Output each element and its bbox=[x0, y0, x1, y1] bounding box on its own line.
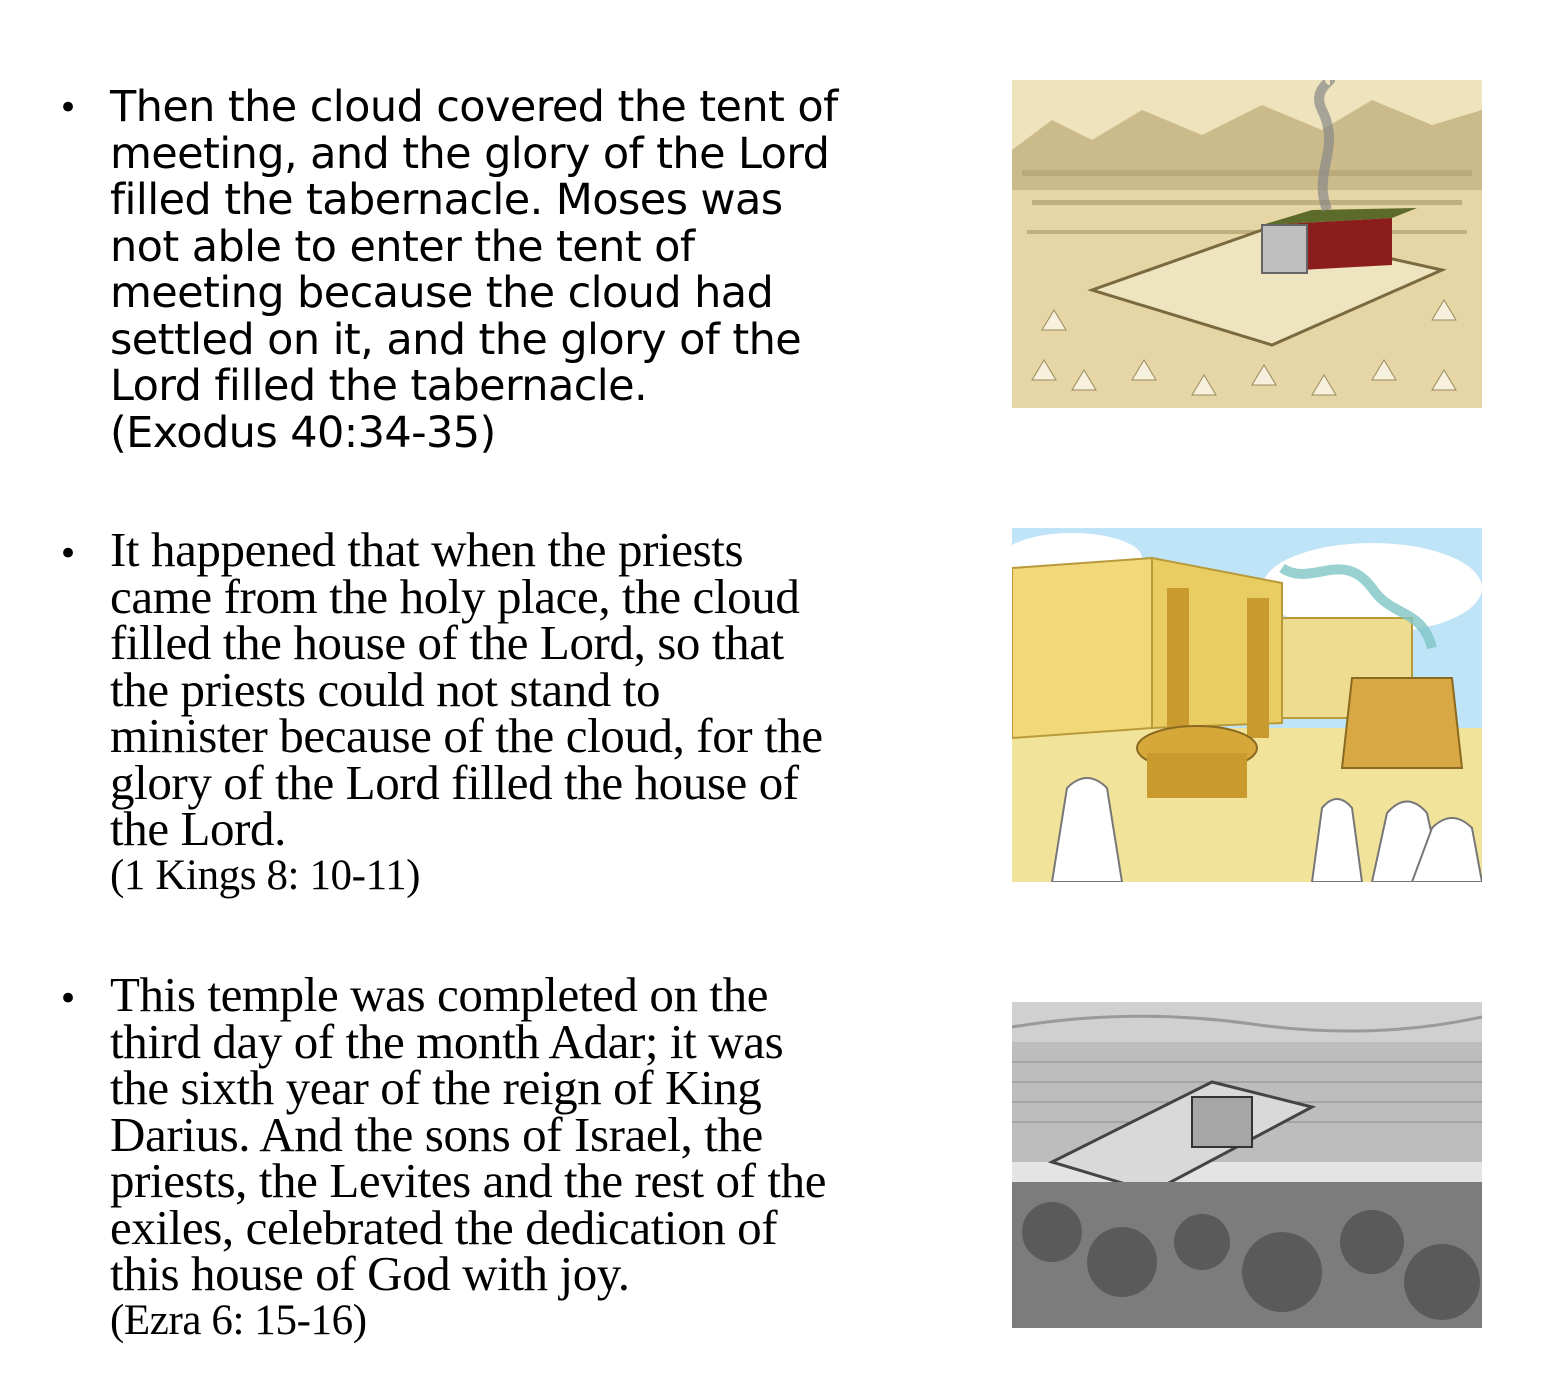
bullet-icon: • bbox=[58, 88, 79, 128]
text-line: Darius. And the sons of Israel, the bbox=[110, 1106, 763, 1162]
text-line: the Lord. bbox=[110, 801, 287, 856]
scripture-reference: (1 Kings 8: 10-11) bbox=[110, 851, 421, 899]
text-line: third day of the month Adar; it was bbox=[110, 1013, 784, 1069]
text-line: exiles, celebrated the dedication of bbox=[110, 1199, 778, 1255]
passage-text bbox=[110, 522, 960, 899]
text-line: filled the house of the Lord, so that bbox=[110, 615, 784, 670]
text-line: meeting because the cloud had bbox=[110, 268, 774, 318]
tabernacle-camp-illustration bbox=[1012, 80, 1482, 408]
solomon-temple-illustration bbox=[1012, 528, 1482, 882]
scripture-reference: (Exodus 40:34-35) bbox=[110, 407, 496, 458]
passage-text bbox=[110, 84, 960, 456]
text-line: This temple was completed on the bbox=[110, 967, 769, 1022]
text-line: the priests could not stand to bbox=[110, 661, 661, 717]
text-line: came from the holy place, the cloud bbox=[110, 568, 800, 624]
text-line: priests, the Levites and the rest of the bbox=[110, 1153, 827, 1208]
text-line: minister because of the cloud, for the bbox=[110, 708, 823, 763]
text-line: filled the tabernacle. Moses was bbox=[110, 175, 783, 225]
text-line: It happened that when the priests bbox=[110, 522, 744, 577]
text-line: meeting, and the glory of the Lord bbox=[110, 128, 830, 179]
passage-text bbox=[110, 967, 960, 1344]
passage-3 bbox=[0, 967, 960, 1355]
text-line: Then the cloud covered the tent of bbox=[110, 82, 838, 132]
text-line: Lord filled the tabernacle. bbox=[110, 361, 648, 411]
scripture-reference: (Ezra 6: 15-16) bbox=[110, 1296, 367, 1344]
passage-1 bbox=[0, 84, 960, 464]
bullet-icon: • bbox=[58, 979, 79, 1019]
text-line: glory of the Lord filled the house of bbox=[110, 754, 799, 810]
text-line: settled on it, and the glory of the bbox=[110, 314, 802, 365]
text-line: the sixth year of the reign of King bbox=[110, 1060, 762, 1115]
passage-2 bbox=[0, 522, 960, 910]
bullet-icon: • bbox=[58, 534, 79, 574]
text-line: not able to enter the tent of bbox=[110, 221, 695, 272]
text-line: this house of God with joy. bbox=[110, 1246, 630, 1301]
second-temple-engraving bbox=[1012, 1002, 1482, 1328]
